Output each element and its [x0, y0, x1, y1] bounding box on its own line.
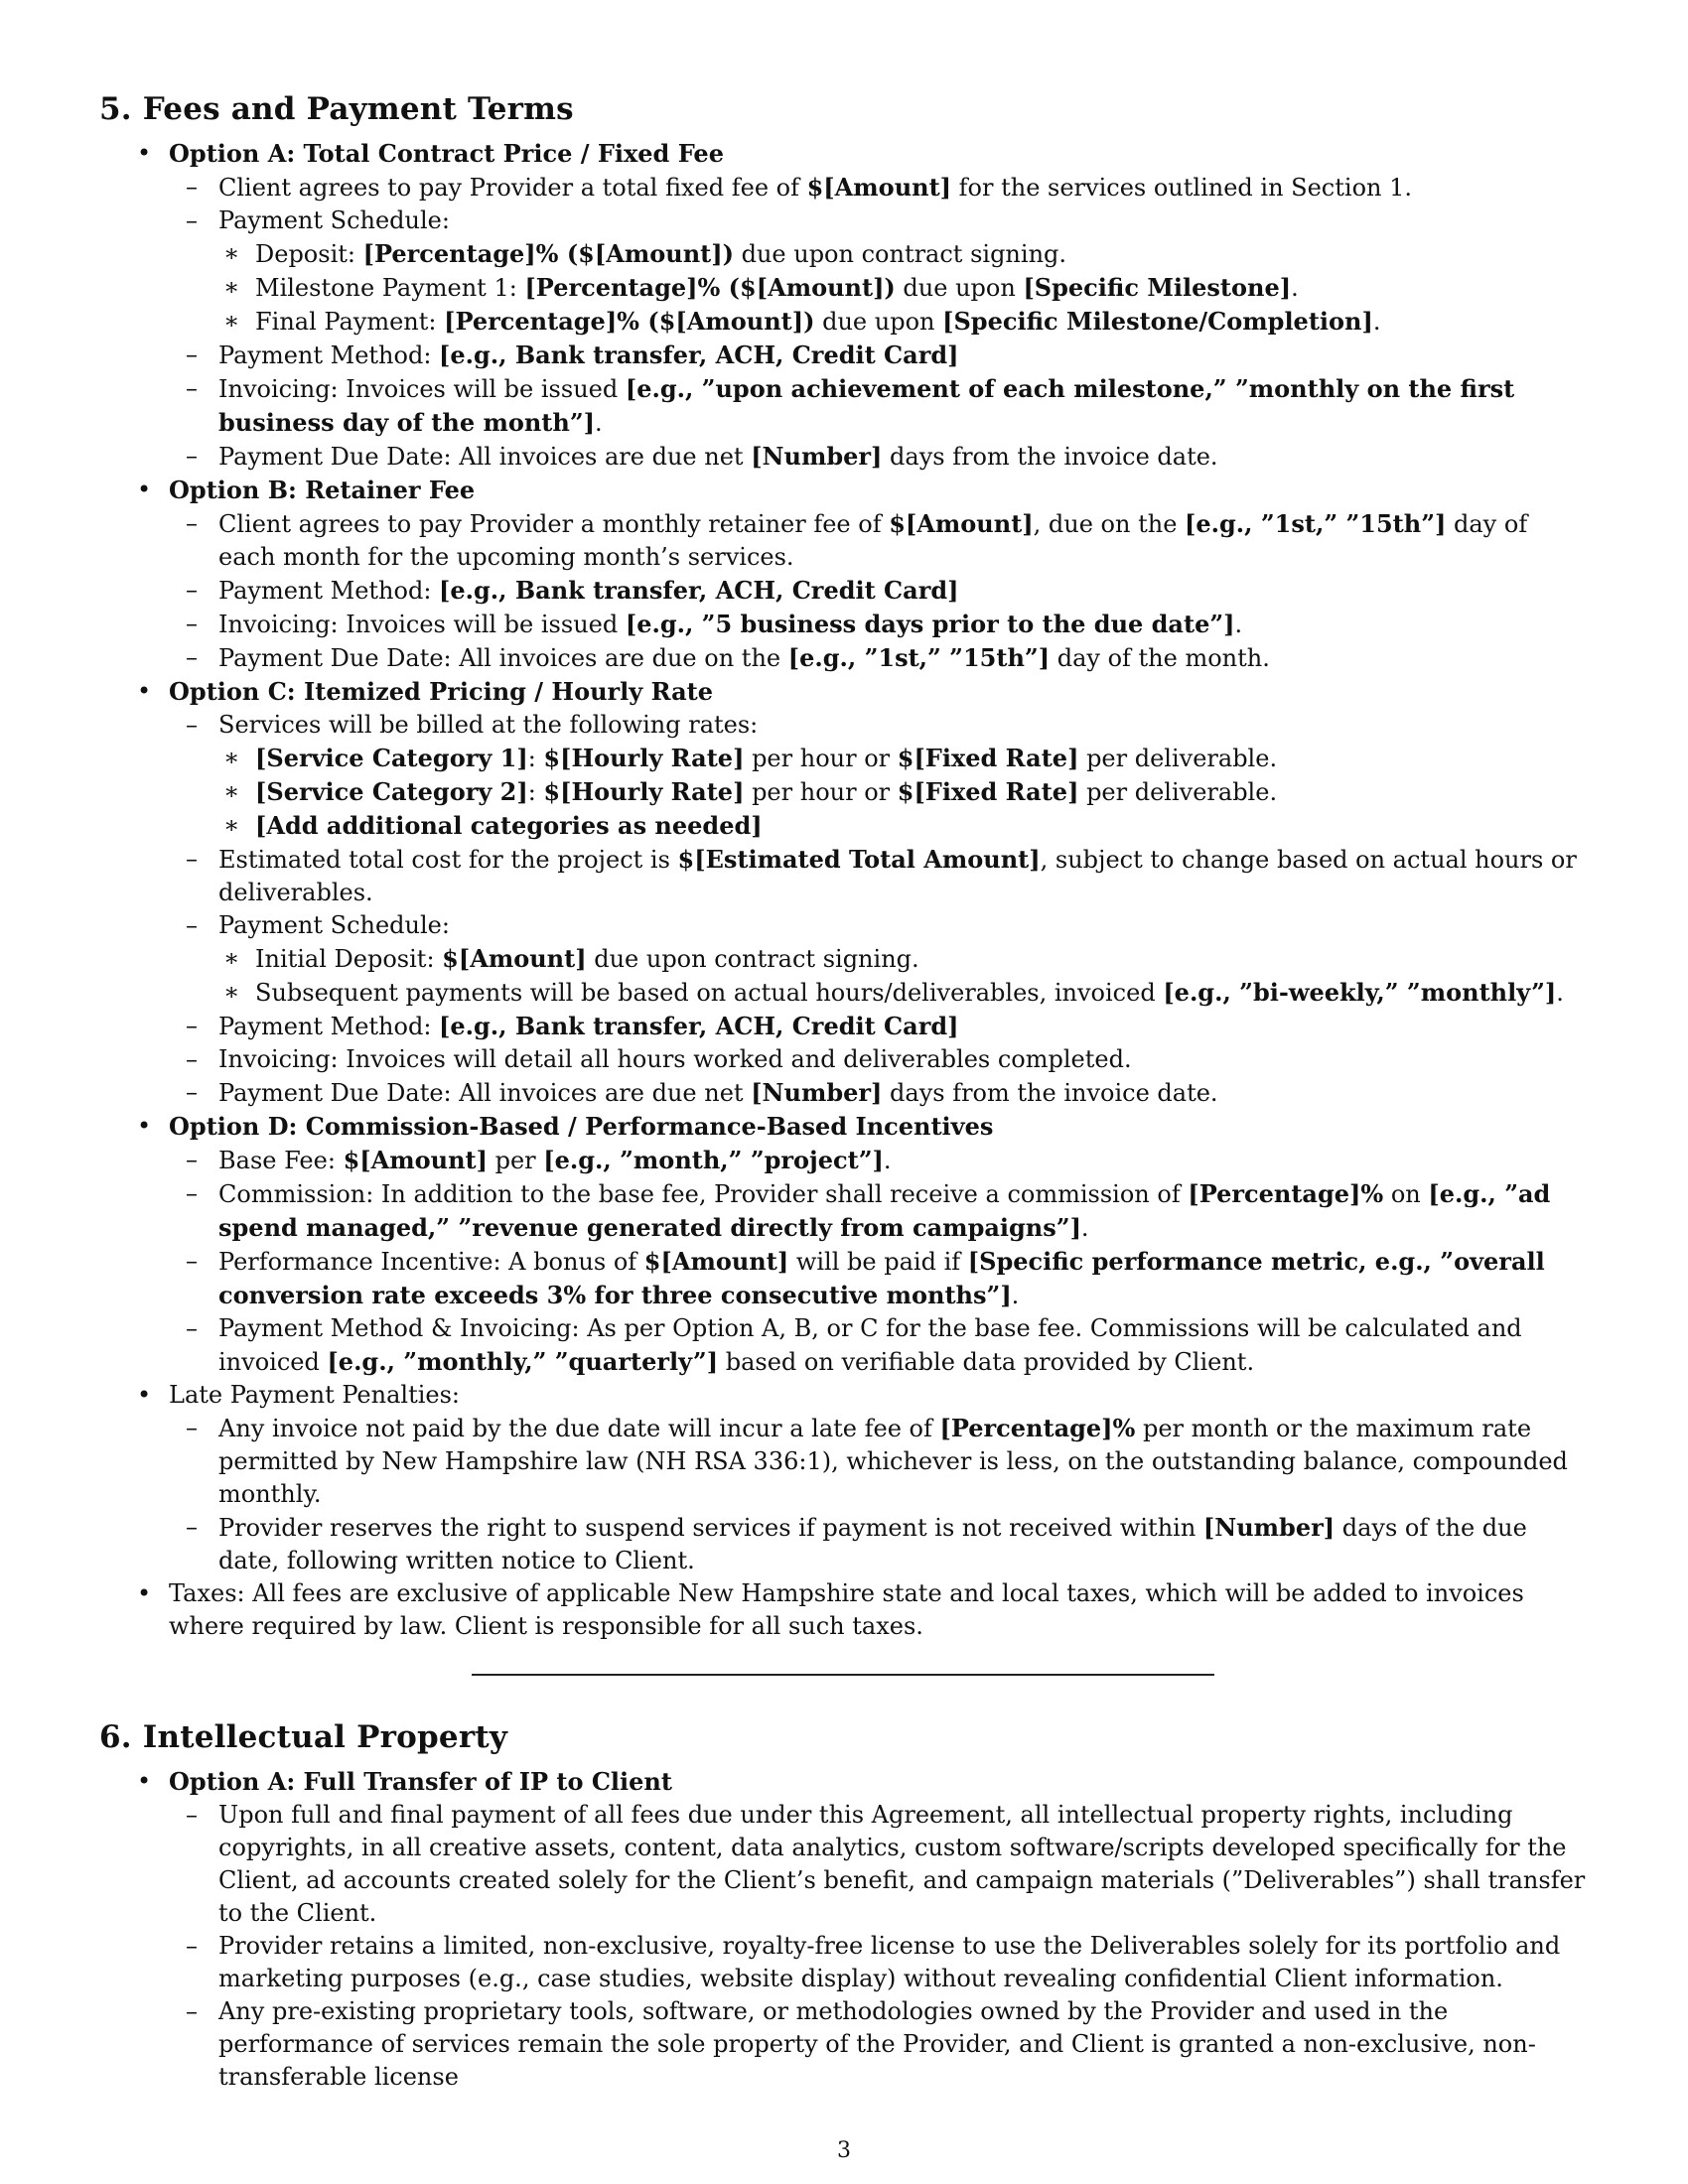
section-6 — [99, 1719, 1589, 2094]
option-d-commission: – Commission: In addition to the base fee, Provider shall receive a commission of [Percentage]% on [e.g., ”ad spend managed,” ”revenue generated directly from campaigns”]. — [159, 1177, 1589, 1245]
option-a-fixed-fee: – Client agrees to pay Provider a total fixed fee of $[Amount] for the services outlined in Section 1. — [159, 171, 1589, 205]
late-fee: – Any invoice not paid by the due date will incur a late fee of [Percentage]% per month or the maximum rate permitted by New Hampshire law (NH RSA 336:1), whichever is less, on the outstanding balance, compounded monthly. — [159, 1412, 1589, 1511]
option-b-method: – Payment Method: [e.g., Bank transfer, ACH, Credit Card] — [159, 574, 1589, 608]
option-d-item — [99, 1110, 1589, 1379]
option-c-category-add: ∗ [Add additional categories as needed] — [204, 809, 1589, 843]
option-c-rates: – Services will be billed at the following rates: ∗ [Service Category 1]: $[Hourly Rate] per hour or $[Fixed Rate] per deliverable. ∗ [Service Category 2]: $[Hourly Rate] per hour or $[Fixed Rate] per deliverable. ∗ [Add additional categories as needed] — [159, 709, 1589, 843]
option-b-due: – Payment Due Date: All invoices are due on the [e.g., ”1st,” ”15th”] day of the month. — [159, 641, 1589, 675]
option-b-title: Option B: Retainer Fee — [169, 476, 476, 504]
option-c-initial: ∗ Initial Deposit: $[Amount] due upon contract signing. — [204, 942, 1589, 976]
option-a-invoicing: – Invoicing: Invoices will be issued [e.g., ”upon achievement of each milestone,” ”monthly on the first business day of the month”]. — [159, 372, 1589, 440]
option-d-incentive: – Performance Incentive: A bonus of $[Amount] will be paid if [Specific performance metric, e.g., ”overall conversion rate exceeds 3% for three consecutive months”]. — [159, 1245, 1589, 1312]
option-c-due: – Payment Due Date: All invoices are due net [Number] days from the invoice date. — [159, 1076, 1589, 1110]
option-b-invoicing: – Invoicing: Invoices will be issued [e.g., ”5 business days prior to the due date”]. — [159, 608, 1589, 641]
section-5 — [99, 91, 1589, 1643]
ip-license: – Provider retains a limited, non-exclusive, royalty-free license to use the Deliverables solely for its portfolio and marketing purposes (e.g., case studies, website display) without revealing confidential Client information. — [159, 1930, 1589, 1995]
option-c-schedule: – Payment Schedule: ∗ Initial Deposit: $[Amount] due upon contract signing. ∗ Subsequent payments will be based on actual hours/deliverables, invoiced [e.g., ”bi-weekly,” ”monthly”]. — [159, 909, 1589, 1010]
option-b-item — [99, 474, 1589, 675]
option-c-estimate: – Estimated total cost for the project is $[Estimated Total Amount], subject to change based on actual hours or deliverables. — [159, 843, 1589, 909]
option-c-method: – Payment Method: [e.g., Bank transfer, ACH, Credit Card] — [159, 1010, 1589, 1043]
option-a-method: – Payment Method: [e.g., Bank transfer, ACH, Credit Card] — [159, 339, 1589, 372]
option-a-due: – Payment Due Date: All invoices are due net [Number] days from the invoice date. — [159, 440, 1589, 474]
section-divider — [472, 1674, 1214, 1676]
ip-preexisting: – Any pre-existing proprietary tools, software, or methodologies owned by the Provider and used in the performance of services remain the sole property of the Provider, and Client is granted a non-exclusive, non-transferable license — [159, 1995, 1589, 2094]
option-c-category-2: ∗ [Service Category 2]: $[Hourly Rate] per hour or $[Fixed Rate] per deliverable. — [204, 775, 1589, 809]
section-5-list — [99, 137, 1589, 1643]
option-c-subsequent: ∗ Subsequent payments will be based on actual hours/deliverables, invoiced [e.g., ”bi-weekly,” ”monthly”]. — [204, 976, 1589, 1010]
option-a-final: ∗ Final Payment: [Percentage]% ($[Amount]) due upon [Specific Milestone/Completion]. — [204, 305, 1589, 339]
taxes-item: • Taxes: All fees are exclusive of applicable New Hampshire state and local taxes, which will be added to invoices where required by law. Client is responsible for all such taxes. — [99, 1577, 1589, 1643]
late-penalties-item — [99, 1379, 1589, 1577]
option-a-milestone: ∗ Milestone Payment 1: [Percentage]% ($[Amount]) due upon [Specific Milestone]. — [204, 271, 1589, 305]
section-5-heading: 5. Fees and Payment Terms — [99, 91, 574, 127]
late-penalties-label: Late Payment Penalties: — [169, 1381, 460, 1409]
option-a-schedule: – Payment Schedule: ∗ Deposit: [Percentage]% ($[Amount]) due upon contract signing. ∗ Milestone Payment 1: [Percentage]% ($[Amount]) due upon [Specific Milestone]. ∗ Final Payment: [Percentage]% ($[Amount]) due upon [Specific Milestone/Completion]. — [159, 205, 1589, 339]
ip-transfer: – Upon full and final payment of all fees due under this Agreement, all intellectual property rights, including copyrights, in all creative assets, content, data analytics, custom software/scripts developed specifically for the Client, ad accounts created solely for the Client’s benefit, and campaign materials (”Deliverables”) shall transfer to the Client. — [159, 1799, 1589, 1930]
option-c-category-1: ∗ [Service Category 1]: $[Hourly Rate] per hour or $[Fixed Rate] per deliverable. — [204, 742, 1589, 775]
option-b-retainer: – Client agrees to pay Provider a monthly retainer fee of $[Amount], due on the [e.g., ”1st,” ”15th”] day of each month for the upcoming month’s services. — [159, 507, 1589, 574]
option-c-item — [99, 675, 1589, 1110]
late-suspend: – Provider reserves the right to suspend services if payment is not received within [Number] days of the due date, following written notice to Client. — [159, 1511, 1589, 1577]
ip-option-a-item — [99, 1765, 1589, 2094]
option-a-deposit: ∗ Deposit: [Percentage]% ($[Amount]) due upon contract signing. — [204, 237, 1589, 271]
ip-option-a-title: Option A: Full Transfer of IP to Client — [169, 1767, 672, 1796]
option-a-title: Option A: Total Contract Price / Fixed Fee — [169, 139, 724, 168]
option-d-method-invoicing: – Payment Method & Invoicing: As per Option A, B, or C for the base fee. Commissions will be calculated and invoiced [e.g., ”monthly,” ”quarterly”] based on verifiable data provided by Client. — [159, 1312, 1589, 1379]
option-d-base: – Base Fee: $[Amount] per [e.g., ”month,” ”project”]. — [159, 1144, 1589, 1177]
section-6-heading: 6. Intellectual Property — [99, 1719, 508, 1755]
option-d-title: Option D: Commission-Based / Performance-Based Incentives — [169, 1112, 994, 1141]
option-c-title: Option C: Itemized Pricing / Hourly Rate — [169, 677, 713, 706]
option-a-item — [99, 137, 1589, 474]
option-c-invoicing: – Invoicing: Invoices will detail all hours worked and deliverables completed. — [159, 1043, 1589, 1076]
page-number: 3 — [837, 2138, 851, 2163]
